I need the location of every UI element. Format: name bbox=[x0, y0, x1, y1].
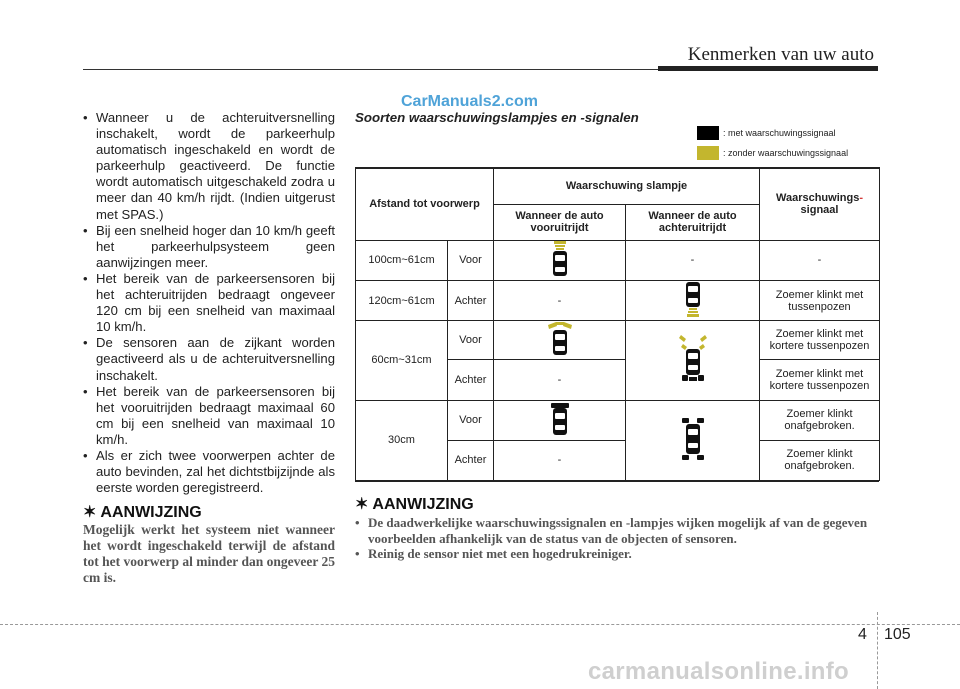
star-icon: ✶ bbox=[83, 504, 97, 521]
lamp-forward-cell: - bbox=[494, 281, 626, 321]
car-rear-sensor-icon bbox=[683, 281, 703, 317]
lamp-forward-cell bbox=[494, 321, 626, 360]
car-front-close-icon bbox=[548, 402, 572, 436]
position-cell: Achter bbox=[448, 360, 494, 400]
legend-swatch-yellow bbox=[697, 146, 719, 160]
lamp-forward-cell bbox=[494, 400, 626, 440]
header-distance: Afstand tot voorwerp bbox=[356, 168, 494, 240]
footer-divider bbox=[877, 612, 878, 689]
note-right-title: ✶ AANWIJZING bbox=[355, 496, 474, 513]
note-left-text: Mogelijk werkt het systeem niet wanneer het wordt ingeschakeld terwijl de afstand tot het voorwerp al minder dan ongeveer 25 cm is. bbox=[83, 522, 335, 585]
position-cell: Voor bbox=[448, 321, 494, 360]
position-cell: Achter bbox=[448, 440, 494, 480]
legend-item-with-signal: : met waarschuwingssignaal bbox=[697, 126, 836, 140]
lamp-reverse-cell bbox=[626, 281, 760, 321]
bullet-item: • Wanneer u de achteruitversnelling inschakelt, wordt de parkeerhulp automatisch ingeschakeld en wordt de parkeerhulp geactiveerd. De functie wordt automatisch uitgeschakeld zodra u meer dan 40 km/h rijdt. (Indien uitgerust met SPAS.) bbox=[83, 110, 335, 223]
lamp-reverse-cell bbox=[626, 400, 760, 480]
signal-cell: - bbox=[760, 240, 880, 280]
chapter-number: 4 bbox=[858, 626, 867, 643]
header-accent-bar bbox=[658, 66, 878, 71]
section-title: Soorten waarschuwingslampjes en -signalen bbox=[355, 110, 639, 125]
range-cell: 30cm bbox=[356, 400, 448, 480]
signal-cell: Zoemer klinkt onafgebroken. bbox=[760, 440, 880, 480]
bullet-item: • Bij een snelheid hoger dan 10 km/h geeft het parkeerhulpsysteem geen aanwijzingen meer. bbox=[83, 223, 335, 271]
lamp-reverse-cell bbox=[626, 321, 760, 400]
lamp-reverse-cell: - bbox=[626, 240, 760, 280]
watermark-bottom: carmanualsonline.info bbox=[588, 658, 850, 685]
car-rear-side-sensor-icon bbox=[678, 335, 708, 383]
lamp-forward-cell bbox=[494, 240, 626, 280]
table-bottom-rule bbox=[355, 480, 879, 482]
lamp-forward-cell: - bbox=[494, 360, 626, 400]
bullet-item: • Als er zich twee voorwerpen achter de auto bevinden, zal het dichtstbijzijnde als eerste worden geregistreerd. bbox=[83, 448, 335, 496]
signal-cell: Zoemer klinkt met kortere tussenpozen bbox=[760, 321, 880, 360]
legend-item-without-signal: : zonder waarschuwingssignaal bbox=[697, 146, 848, 160]
header-signal: Waarschuwings- signaal bbox=[760, 168, 880, 240]
note-item: • Reinig de sensor niet met een hogedrukreiniger. bbox=[355, 546, 880, 562]
page-header-title: Kenmerken van uw auto bbox=[687, 44, 874, 65]
lamp-forward-cell: - bbox=[494, 440, 626, 480]
header-forward: Wanneer de auto vooruitrijdt bbox=[494, 204, 626, 240]
signal-cell: Zoemer klinkt met kortere tussenpozen bbox=[760, 360, 880, 400]
note-item: • De daadwerkelijke waarschuwingssignalen en -lampjes wijken mogelijk af van de gegeven voorbeelden afhankelijk van de status van de objecten of sensoren. bbox=[355, 515, 880, 546]
signal-cell: Zoemer klinkt met tussenpozen bbox=[760, 281, 880, 321]
bullet-item: • De sensoren aan de zijkant worden geactiveerd als u de achteruitversnelling inschakelt. bbox=[83, 335, 335, 383]
header-lamp: Waarschuwing slampje bbox=[494, 168, 760, 204]
footer-rule bbox=[0, 624, 960, 625]
range-cell: 120cm~61cm bbox=[356, 281, 448, 321]
page-number: 105 bbox=[884, 626, 911, 643]
range-cell: 100cm~61cm bbox=[356, 240, 448, 280]
watermark-top: CarManuals2.com bbox=[401, 93, 538, 110]
legend-swatch-black bbox=[697, 126, 719, 140]
note-right-list bbox=[355, 515, 880, 562]
car-front-sensor-icon bbox=[550, 241, 570, 277]
signal-cell: Zoemer klinkt onafgebroken. bbox=[760, 400, 880, 440]
header-reverse: Wanneer de auto achteruitrijdt bbox=[626, 204, 760, 240]
left-bullet-list bbox=[83, 110, 335, 496]
note-left-title: ✶ AANWIJZING bbox=[83, 504, 202, 521]
warning-table bbox=[355, 167, 880, 481]
position-cell: Achter bbox=[448, 281, 494, 321]
star-icon: ✶ bbox=[355, 496, 369, 513]
car-all-sensors-icon bbox=[681, 417, 705, 461]
car-front-corner-sensor-icon bbox=[547, 322, 573, 356]
bullet-item: • Het bereik van de parkeersensoren bij het achteruitrijden bedraagt ongeveer 120 cm bij een snelheid van maximaal 10 km/h. bbox=[83, 271, 335, 335]
range-cell: 60cm~31cm bbox=[356, 321, 448, 400]
position-cell: Voor bbox=[448, 240, 494, 280]
position-cell: Voor bbox=[448, 400, 494, 440]
bullet-item: • Het bereik van de parkeersensoren bij het vooruitrijden bedraagt maximaal 60 cm bij een snelheid van maximaal 10 km/h. bbox=[83, 384, 335, 448]
